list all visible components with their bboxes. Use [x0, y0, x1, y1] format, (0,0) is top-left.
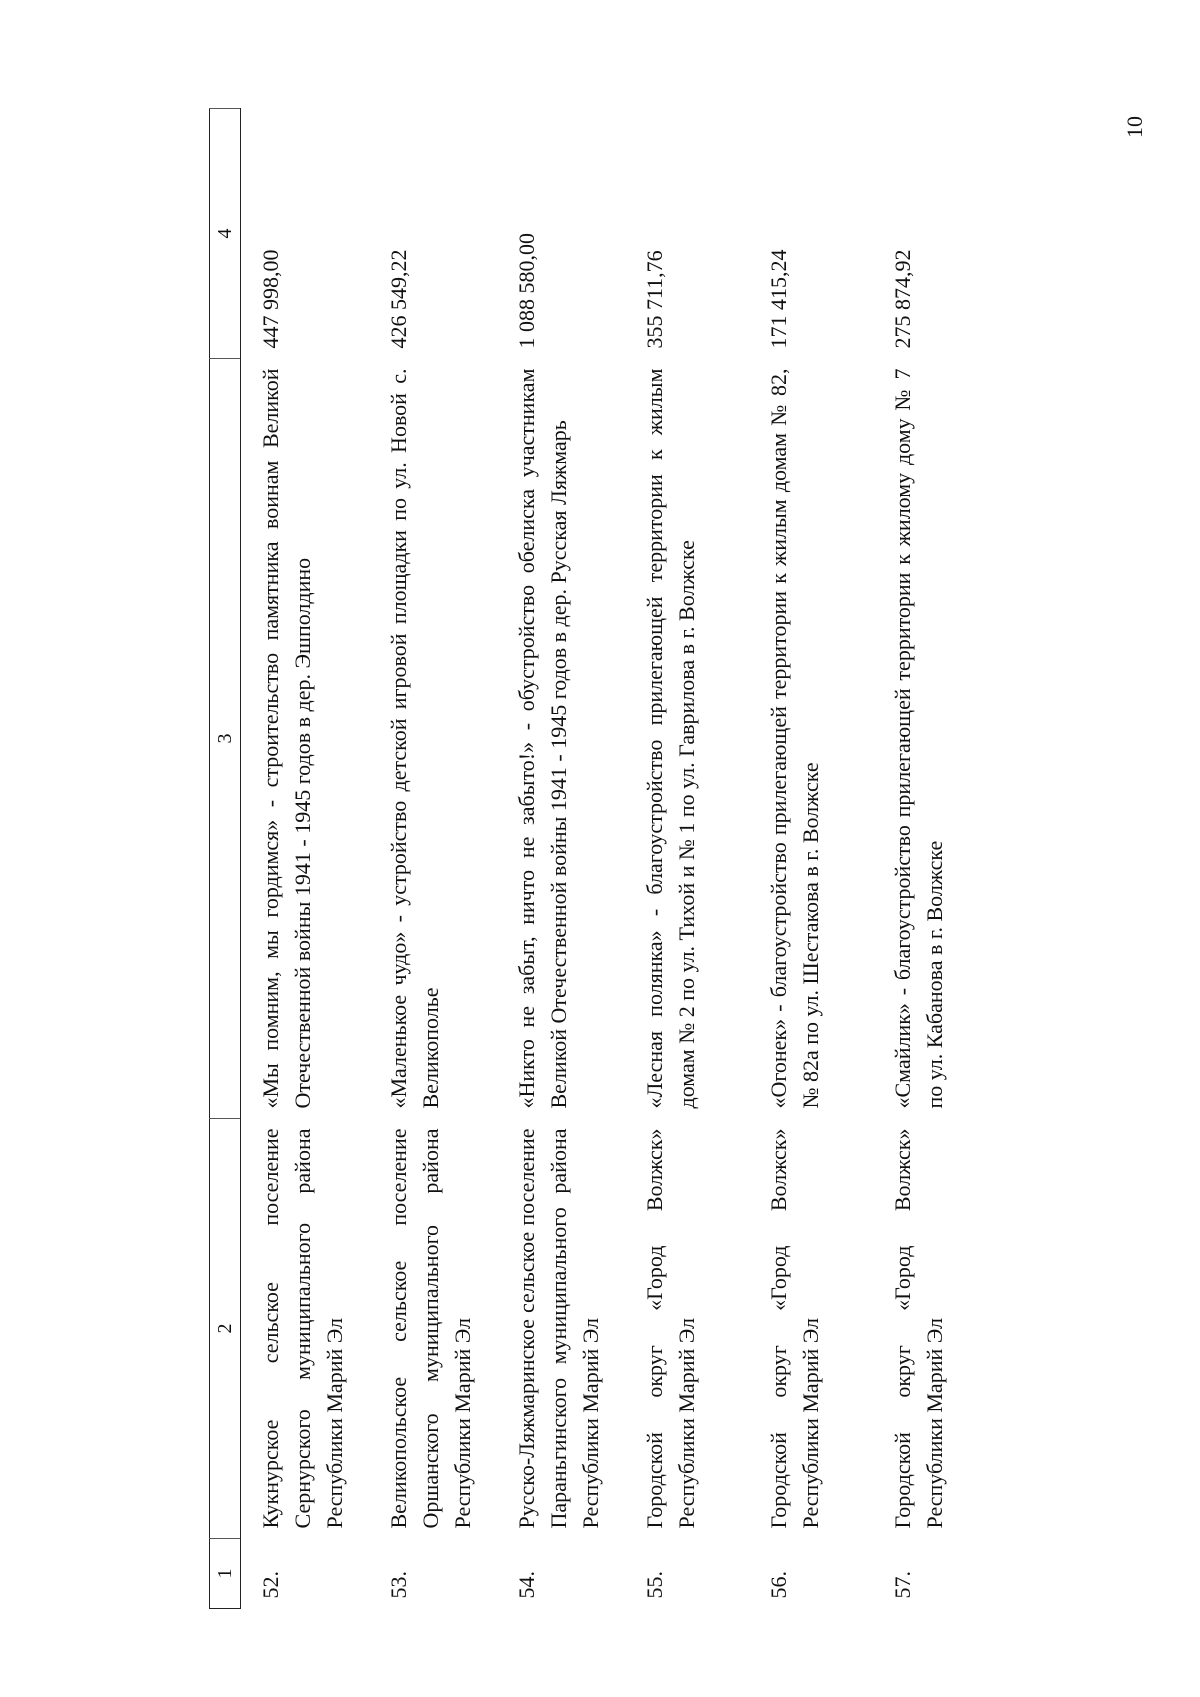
row-number: 56.: [766, 1571, 791, 1599]
table-row: [625, 109, 749, 1609]
amount-cell: 355 711,76: [642, 250, 667, 349]
rotated-table-container: [209, 109, 1009, 1609]
project-cell: «Маленькое чудо» - устройство детской игровой площадки по ул. Новой с. Великополье: [386, 368, 443, 1109]
header-col-3: 3: [210, 359, 241, 1119]
project-cell: «Смайлик» - благоустройство прилегающей территории к жилому дому № 7 по ул. Кабанова в г. Волжске: [890, 368, 947, 1109]
municipality-cell: Кукнурское сельское поселение Сернурского муниципального района Республики Марий Эл: [258, 1128, 347, 1529]
row-number: 54.: [514, 1571, 539, 1599]
row-number: 52.: [258, 1571, 283, 1599]
municipality-cell: Городской округ «Город Волжск» Республики Марий Эл: [766, 1128, 823, 1529]
project-cell: «Лесная полянка» - благоустройство прилегающей территории к жилым домам № 2 по ул. Тихой и № 1 по ул. Гаврилова в г. Волжске: [642, 368, 699, 1109]
row-number: 53.: [386, 1571, 411, 1599]
project-cell: «Никто не забыт, ничто не забыто!» - обустройство обелиска участникам Великой Отечественной войны 1941 - 1945 годов в дер. Русская Ляжмарь: [514, 368, 571, 1109]
header-row: [210, 109, 241, 1609]
table-row: [873, 109, 997, 1609]
amount-cell: 447 998,00: [258, 249, 283, 349]
municipality-cell: Великопольское сельское поселение Оршанского муниципального района Республики Марий Эл: [386, 1128, 475, 1529]
municipality-cell: Городской округ «Город Волжск» Республики Марий Эл: [642, 1128, 699, 1529]
table-row: [369, 109, 497, 1609]
row-number: 57.: [890, 1571, 915, 1599]
table-row: [241, 109, 370, 1609]
amount-cell: 426 549,22: [386, 249, 411, 349]
page-number: 10: [1122, 116, 1147, 138]
projects-table: [209, 108, 997, 1609]
project-cell: «Мы помним, мы гордимся» - строительство памятника воинам Великой Отечественной войны 1941 - 1945 годов в дер. Эшполдино: [258, 368, 315, 1109]
row-number: 55.: [642, 1571, 667, 1599]
amount-cell: 1 088 580,00: [514, 233, 539, 349]
project-cell: «Огонек» - благоустройство прилегающей территории к жилым домам № 82, № 82а по ул. Шестакова в г. Волжске: [766, 368, 823, 1109]
header-col-4: 4: [210, 109, 241, 359]
header-col-1: 1: [210, 1539, 241, 1609]
header-col-2: 2: [210, 1119, 241, 1539]
amount-cell: 171 415,24: [766, 249, 791, 349]
municipality-cell: Городской округ «Город Волжск» Республики Марий Эл: [890, 1128, 947, 1529]
municipality-cell: Русско-Ляжмаринское сельское поселение Параньгинского муниципального района Республики Марий Эл: [514, 1128, 603, 1529]
table-row: [749, 109, 873, 1609]
table-row: [497, 109, 625, 1609]
amount-cell: 275 874,92: [890, 249, 915, 349]
